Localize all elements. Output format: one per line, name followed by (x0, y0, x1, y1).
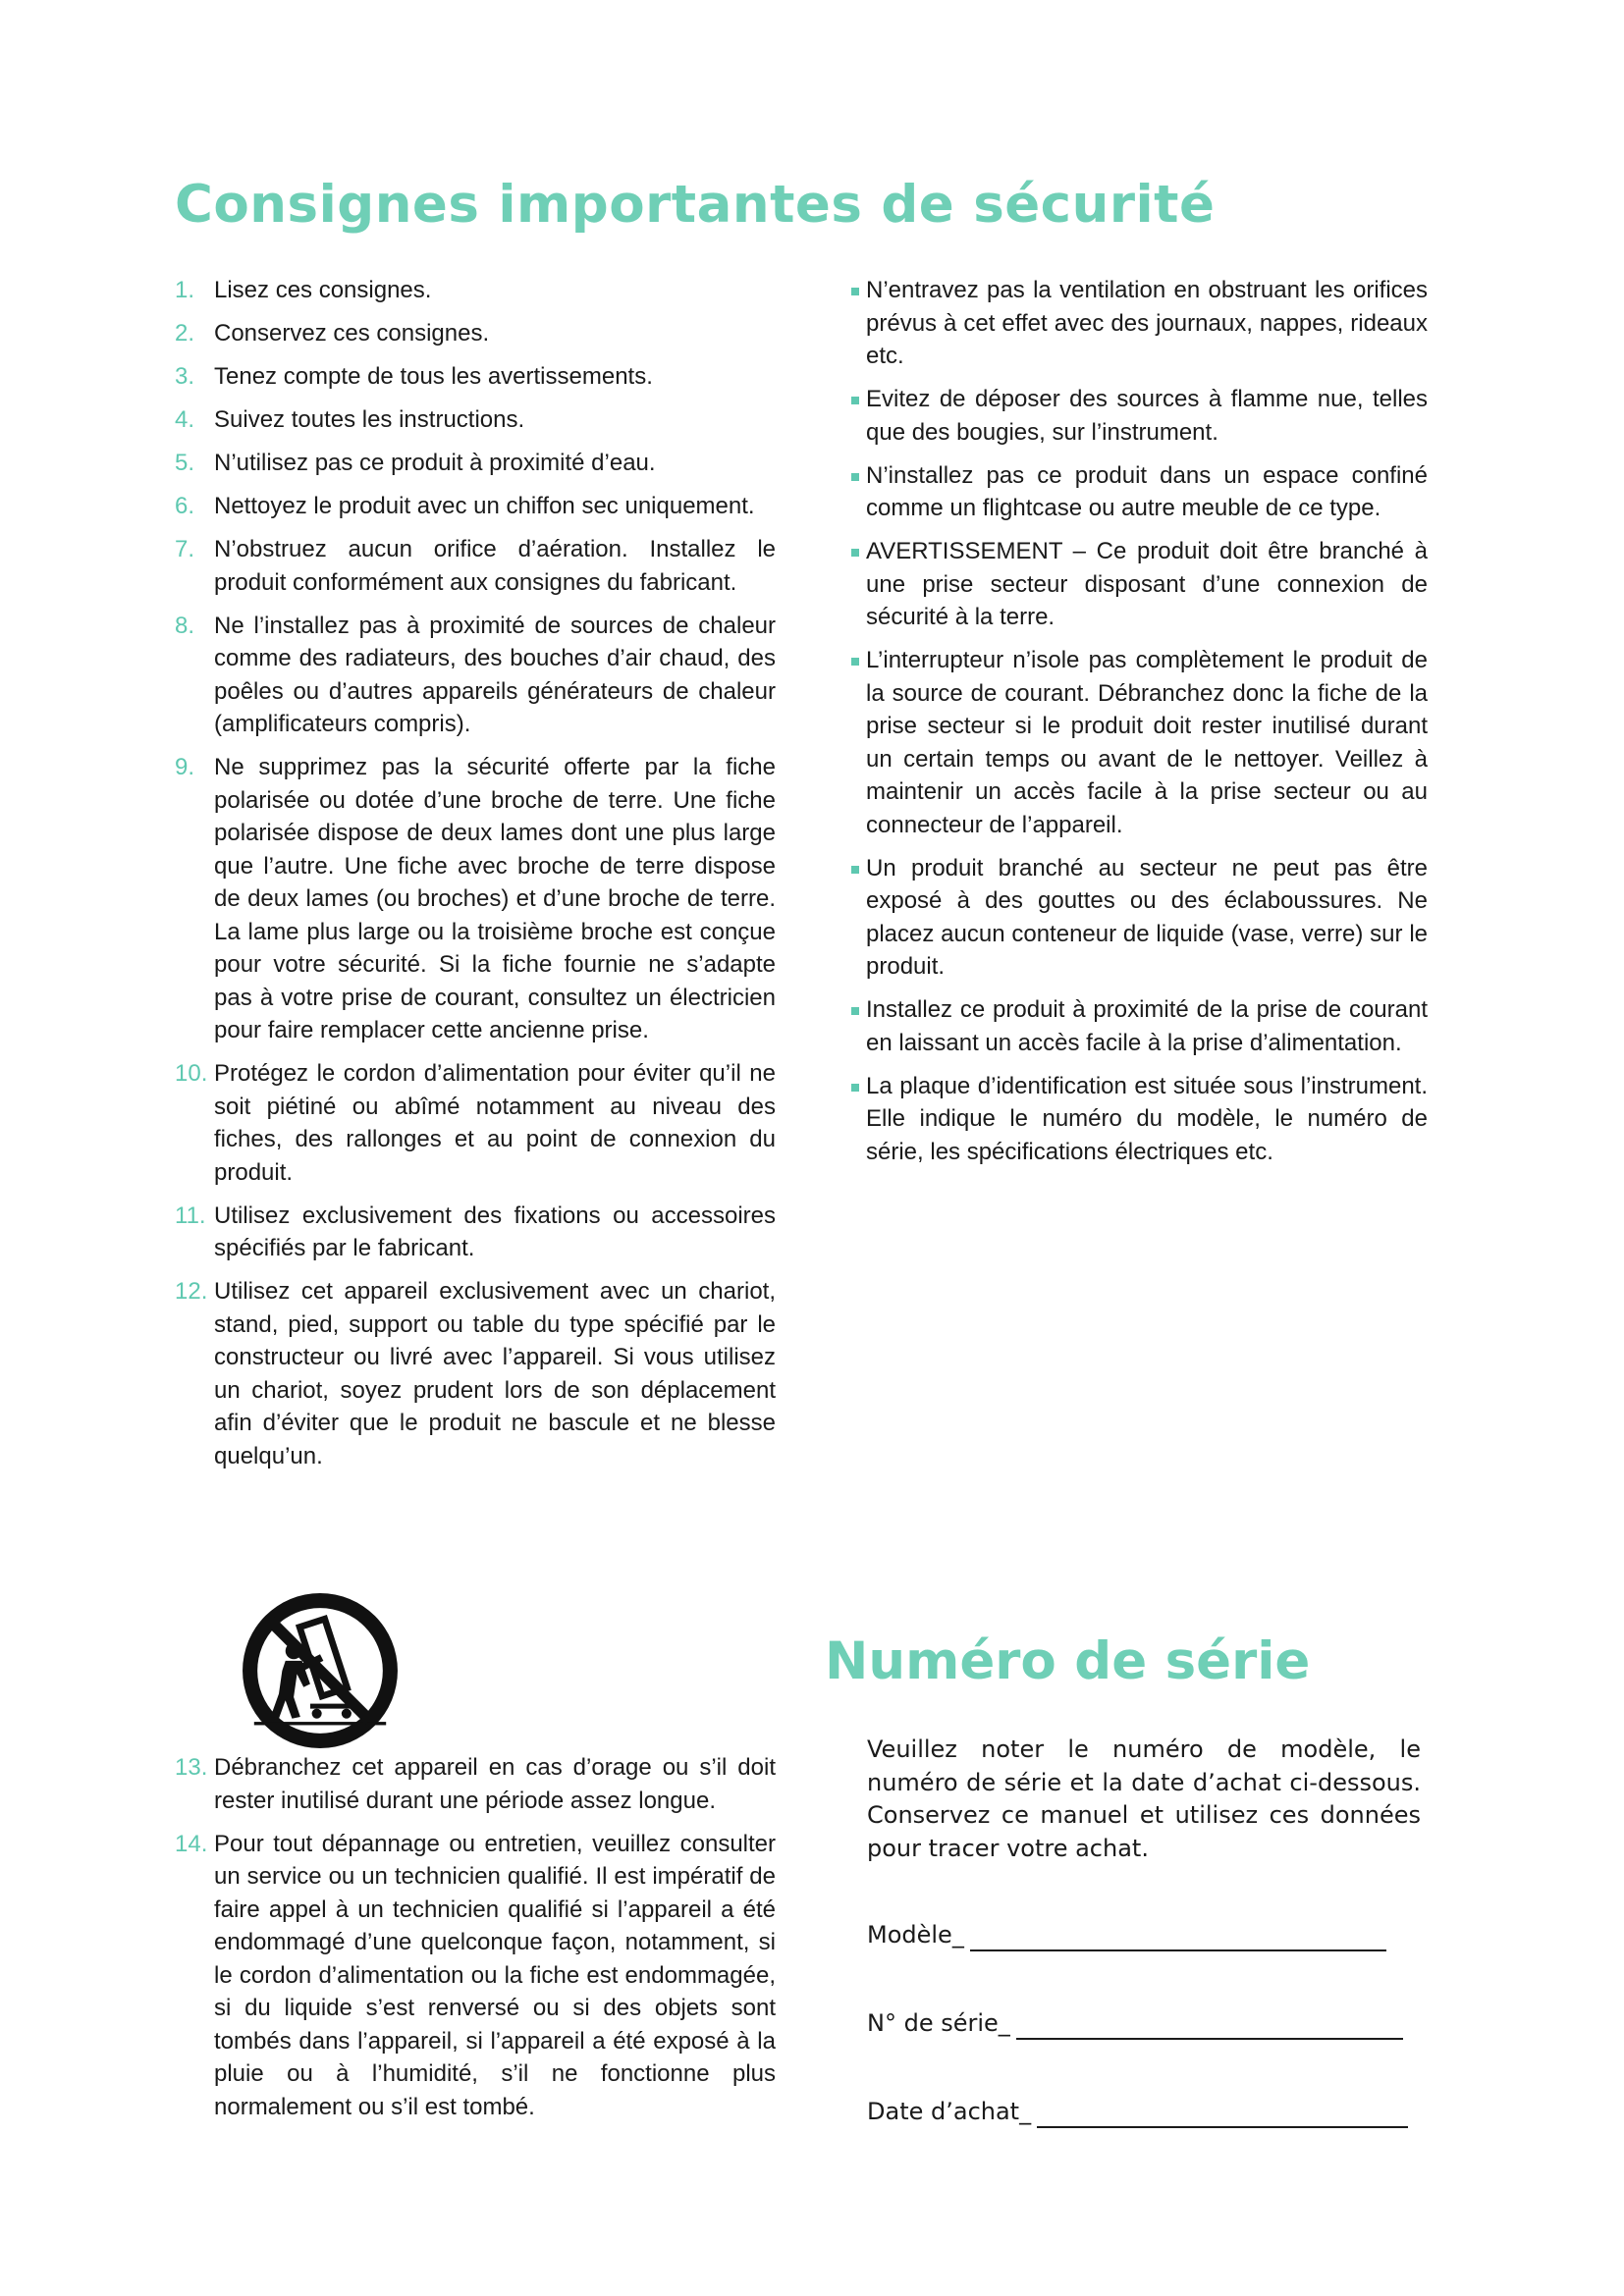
safety-list-column-left-bottom (175, 1751, 776, 2134)
bullet-text: Evitez de déposer des sources à flamme nue, telles que des bougies, sur l’instrument. (866, 386, 1428, 446)
purchase-date-blank-line[interactable] (1037, 2097, 1408, 2128)
safety-item-13 (175, 1751, 776, 1817)
safety-item-7 (175, 533, 776, 599)
item-number: 9. (175, 754, 195, 780)
safety-bullet-4 (846, 535, 1428, 634)
safety-bullet-3 (846, 459, 1428, 525)
bullet-square-icon (851, 549, 859, 557)
safety-item-14 (175, 1828, 776, 2124)
safety-bullet-7 (846, 993, 1428, 1059)
safety-bullet-2 (846, 383, 1428, 449)
item-text: N’obstruez aucun orifice d’aération. Installez le produit conformément aux consignes du fabricant. (214, 536, 776, 596)
safety-item-8 (175, 610, 776, 741)
bullet-square-icon (851, 866, 859, 874)
model-field[interactable] (867, 1918, 1386, 1951)
bullet-square-icon (851, 658, 859, 666)
serial-instructions: Veuillez noter le numéro de modèle, le numéro de série et la date d’achat ci-dessous. Conservez ce manuel et utilisez ces données pour tracer votre achat. (867, 1735, 1421, 1862)
safety-item-4 (175, 403, 776, 437)
serial-number-blank-line[interactable] (1016, 2008, 1403, 2040)
item-number: 3. (175, 363, 195, 390)
purchase-date-field[interactable] (867, 2095, 1408, 2128)
serial-number-label: N° de série_ (867, 2009, 1010, 2037)
item-number: 7. (175, 536, 195, 562)
serial-section-title: Numéro de série (825, 1631, 1311, 1691)
page-title: Consignes importantes de sécurité (175, 175, 1216, 235)
serial-number-field[interactable] (867, 2006, 1403, 2040)
bullet-text: L’interrupteur n’isole pas complètement le produit de la source de courant. Débranchez donc la fiche de la prise secteur si le produit doit rester inutilisé durant un certain temps ou avant de le nettoyer. Veillez à maintenir un accès facile à la prise secteur ou au connecteur de l’appareil. (866, 647, 1428, 838)
safety-item-2 (175, 317, 776, 350)
item-text: Tenez compte de tous les avertissements. (214, 363, 653, 390)
item-number: 12. (175, 1278, 208, 1305)
item-text: Ne l’installez pas à proximité de sources de chaleur comme des radiateurs, des bouches d’air chaud, des poêles ou d’autres appareils générateurs de chaleur (amplificateurs compris). (214, 612, 776, 737)
item-text: Conservez ces consignes. (214, 320, 490, 347)
cart-tip-over-warning-icon (238, 1588, 403, 1753)
item-number: 10. (175, 1060, 208, 1087)
item-text: Débranchez cet appareil en cas d’orage ou s’il doit rester inutilisé durant une période assez longue. (214, 1754, 776, 1814)
safety-bullet-6 (846, 852, 1428, 984)
bullet-square-icon (851, 1084, 859, 1092)
item-text: Utilisez exclusivement des fixations ou accessoires spécifiés par le fabricant. (214, 1201, 776, 1261)
item-text: Lisez ces consignes. (214, 277, 432, 303)
bullet-text: Un produit branché au secteur ne peut pas être exposé à des gouttes ou des éclaboussures. Ne placez aucun conteneur de liquide (vase, verre) sur le produit. (866, 854, 1428, 980)
bullet-square-icon (851, 288, 859, 295)
safety-item-12 (175, 1275, 776, 1472)
item-text: N’utilisez pas ce produit à proximité d’eau. (214, 450, 656, 476)
item-text: Ne supprimez pas la sécurité offerte par la fiche polarisée ou dotée d’une broche de terre. Une fiche polarisée dispose de deux lames dont une plus large que l’autre. Une fiche avec broche de terre dispose de deux lames (ou broches) et d’une broche de terre. La lame plus large ou la troisième broche est conçue pour votre sécurité. Si la fiche fournie ne s’adapte pas à votre prise de courant, consultez un électricien pour faire remplacer cette ancienne prise. (214, 754, 776, 1043)
item-text: Utilisez cet appareil exclusivement avec un chariot, stand, pied, support ou table du type spécifié par le constructeur ou livré avec l’appareil. Si vous utilisez un chariot, soyez prudent lors de son déplacement afin d’éviter que le produit ne bascule et ne blesse quelqu’un. (214, 1278, 776, 1469)
safety-list-column-left (175, 274, 776, 1483)
item-number: 1. (175, 277, 195, 303)
safety-bullets-column-right (846, 274, 1428, 1179)
safety-item-9 (175, 751, 776, 1047)
bullet-square-icon (851, 1007, 859, 1015)
bullet-square-icon (851, 397, 859, 404)
bullet-text: N’entravez pas la ventilation en obstruant les orifices prévus à cet effet avec des journaux, nappes, rideaux etc. (866, 277, 1428, 369)
safety-item-6 (175, 490, 776, 523)
item-text: Suivez toutes les instructions. (214, 406, 525, 433)
bullet-square-icon (851, 473, 859, 481)
item-number: 2. (175, 320, 195, 347)
item-number: 14. (175, 1830, 208, 1857)
purchase-date-label: Date d’achat_ (867, 2098, 1032, 2125)
item-number: 13. (175, 1754, 208, 1781)
safety-bullet-5 (846, 644, 1428, 841)
safety-item-1 (175, 274, 776, 307)
item-text: Protégez le cordon d’alimentation pour éviter qu’il ne soit piétiné ou abîmé notamment au niveau des fiches, des rallonges et au point de connexion du produit. (214, 1060, 776, 1186)
item-number: 5. (175, 450, 195, 476)
safety-item-11 (175, 1200, 776, 1265)
bullet-text: AVERTISSEMENT – Ce produit doit être branché à une prise secteur disposant d’une connexion de sécurité à la terre. (866, 538, 1428, 630)
safety-item-5 (175, 447, 776, 480)
item-number: 4. (175, 406, 195, 433)
model-label: Modèle_ (867, 1921, 964, 1949)
item-number: 8. (175, 612, 195, 639)
item-text: Nettoyez le produit avec un chiffon sec uniquement. (214, 493, 755, 519)
safety-item-10 (175, 1057, 776, 1189)
safety-item-3 (175, 360, 776, 394)
item-number: 6. (175, 493, 195, 519)
item-text: Pour tout dépannage ou entretien, veuillez consulter un service ou un technicien qualifié. Il est impératif de faire appel à un technicien qualifié si l’appareil a été endommagé d’une quelconque façon, notamment, si le cordon d’alimentation ou la fiche est endommagée, si du liquide s’est renversé ou si des objets sont tombés dans l’appareil, si l’appareil a été exposé à la pluie ou à l’humidité, s’il ne fonctionne plus normalement ou s’il est tombé. (214, 1830, 776, 2120)
bullet-text: Installez ce produit à proximité de la prise de courant en laissant un accès facile à la prise d’alimentation. (866, 996, 1428, 1056)
bullet-text: N’installez pas ce produit dans un espace confiné comme un flightcase ou autre meuble de ce type. (866, 461, 1428, 521)
safety-bullet-8 (846, 1070, 1428, 1169)
model-blank-line[interactable] (970, 1920, 1386, 1951)
safety-bullet-1 (846, 274, 1428, 373)
bullet-text: La plaque d’identification est située sous l’instrument. Elle indique le numéro du modèle, le numéro de série, les spécifications électriques etc. (866, 1072, 1428, 1165)
item-number: 11. (175, 1201, 206, 1229)
